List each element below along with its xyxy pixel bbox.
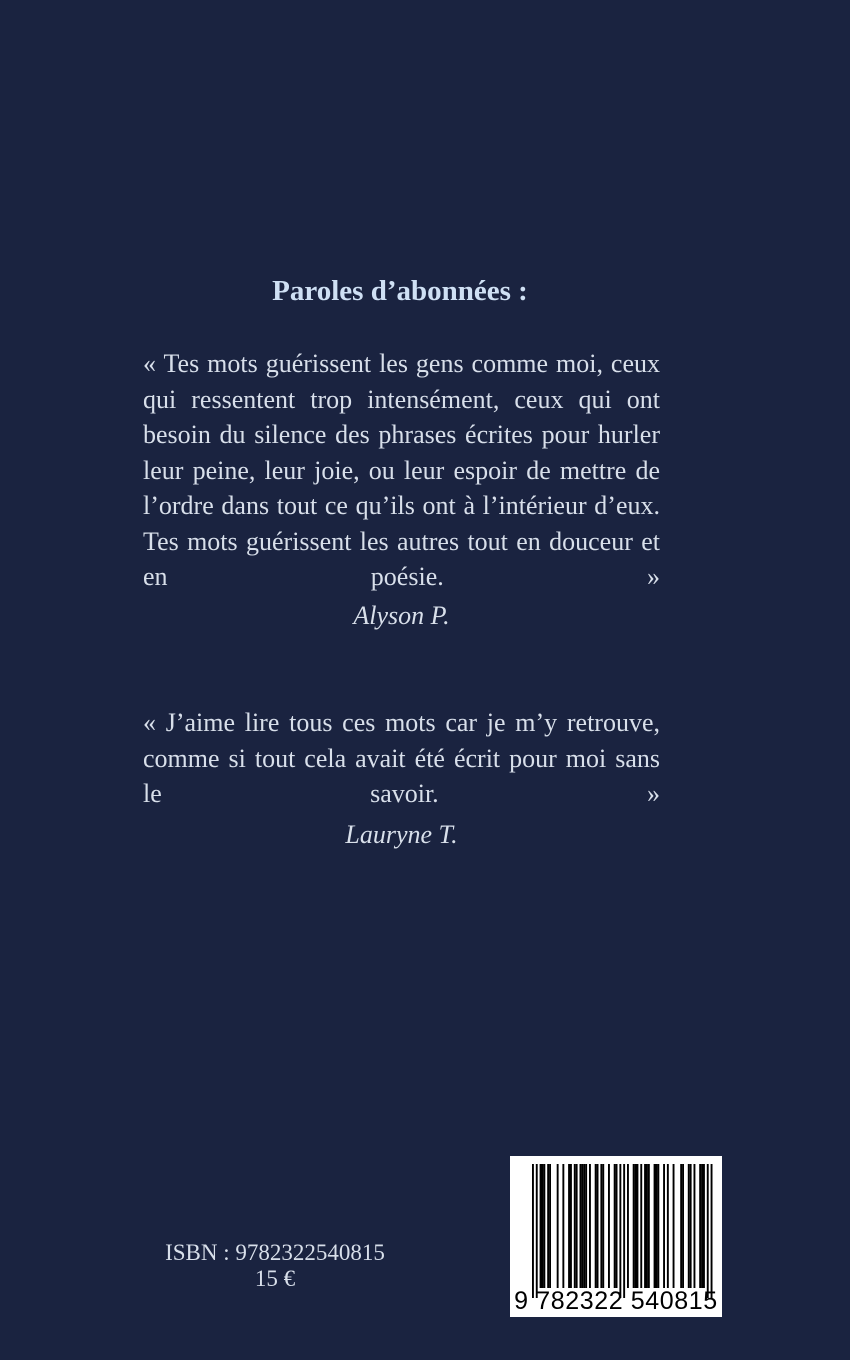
barcode-bar: [637, 1164, 639, 1288]
barcode-bar: [663, 1164, 665, 1288]
barcode-bar: [623, 1164, 625, 1298]
barcode-bar: [585, 1164, 587, 1288]
barcode-bar: [644, 1164, 646, 1288]
barcode-bar: [583, 1164, 585, 1288]
barcode-bar: [680, 1164, 682, 1288]
barcode-digits: 9 782322 540815: [514, 1287, 718, 1315]
barcode-bar: [673, 1164, 675, 1288]
barcode-bar: [627, 1164, 629, 1288]
barcode-bar: [608, 1164, 610, 1288]
barcode-bar: [614, 1164, 616, 1288]
barcode-bar: [657, 1164, 659, 1288]
barcode-bar: [640, 1164, 642, 1288]
barcode: [510, 1156, 722, 1317]
barcode-bar: [656, 1164, 658, 1288]
barcode-bar: [562, 1164, 564, 1288]
barcode-bar: [580, 1164, 582, 1288]
barcode-bar: [690, 1164, 692, 1288]
barcode-bar: [616, 1164, 618, 1288]
barcode-bar: [540, 1164, 542, 1288]
barcode-bar: [602, 1164, 604, 1288]
testimonial-author: Alyson P.: [353, 601, 450, 630]
testimonial-quote: « J’aime lire tous ces mots car je m’y retrouve, comme si tout cela avait été écrit pour moi sans le savoir. »: [143, 708, 660, 808]
price-text: 15 €: [254, 1266, 296, 1291]
barcode-bar: [635, 1164, 637, 1288]
isbn-price-block: [150, 1240, 400, 1292]
testimonial-quote: « Tes mots guérissent les gens comme moi, ceux qui ressentent trop intensément, ceux qui ont besoin du silence des phrases écrites pour hurler leur peine, leur joie, ou leur espoir de mettre de l’ordre dans tout ce qu’ils ont à l’intérieur d’eux. Tes mots guérissent les autres tout en douceur et en poésie. »: [143, 349, 660, 591]
barcode-bar: [595, 1164, 597, 1288]
barcode-bar: [701, 1164, 703, 1288]
barcode-bar: [536, 1164, 538, 1298]
barcode-bar: [597, 1164, 599, 1288]
barcode-bar: [694, 1164, 696, 1288]
barcode-bar: [711, 1164, 713, 1298]
barcode-bar: [646, 1164, 648, 1288]
barcode-bar: [568, 1164, 570, 1288]
barcode-bar: [600, 1164, 602, 1288]
barcode-bar: [570, 1164, 572, 1288]
barcode-bar: [542, 1164, 544, 1288]
barcode-bar: [648, 1164, 650, 1288]
barcode-bar: [703, 1164, 705, 1288]
barcode-bar: [543, 1164, 545, 1288]
barcode-bar: [688, 1164, 690, 1288]
barcode-bar: [549, 1164, 551, 1288]
barcode-bar: [707, 1164, 709, 1298]
barcode-bar: [547, 1164, 549, 1288]
barcode-bar: [633, 1164, 635, 1288]
testimonial-author: Lauryne T.: [345, 820, 458, 849]
barcode-bar: [699, 1164, 701, 1288]
barcode-bar: [532, 1164, 534, 1298]
barcode-bar: [682, 1164, 684, 1288]
barcode-bar: [581, 1164, 583, 1288]
barcode-bar: [654, 1164, 656, 1288]
barcode-bar: [574, 1164, 576, 1288]
barcode-bar: [589, 1164, 591, 1288]
section-heading: Paroles d’abonnées :: [272, 275, 528, 307]
barcode-bar: [557, 1164, 559, 1288]
barcode-bar: [667, 1164, 669, 1288]
barcode-bar: [619, 1164, 621, 1298]
barcode-bar: [576, 1164, 578, 1288]
isbn-text: ISBN : 9782322540815: [165, 1240, 385, 1265]
